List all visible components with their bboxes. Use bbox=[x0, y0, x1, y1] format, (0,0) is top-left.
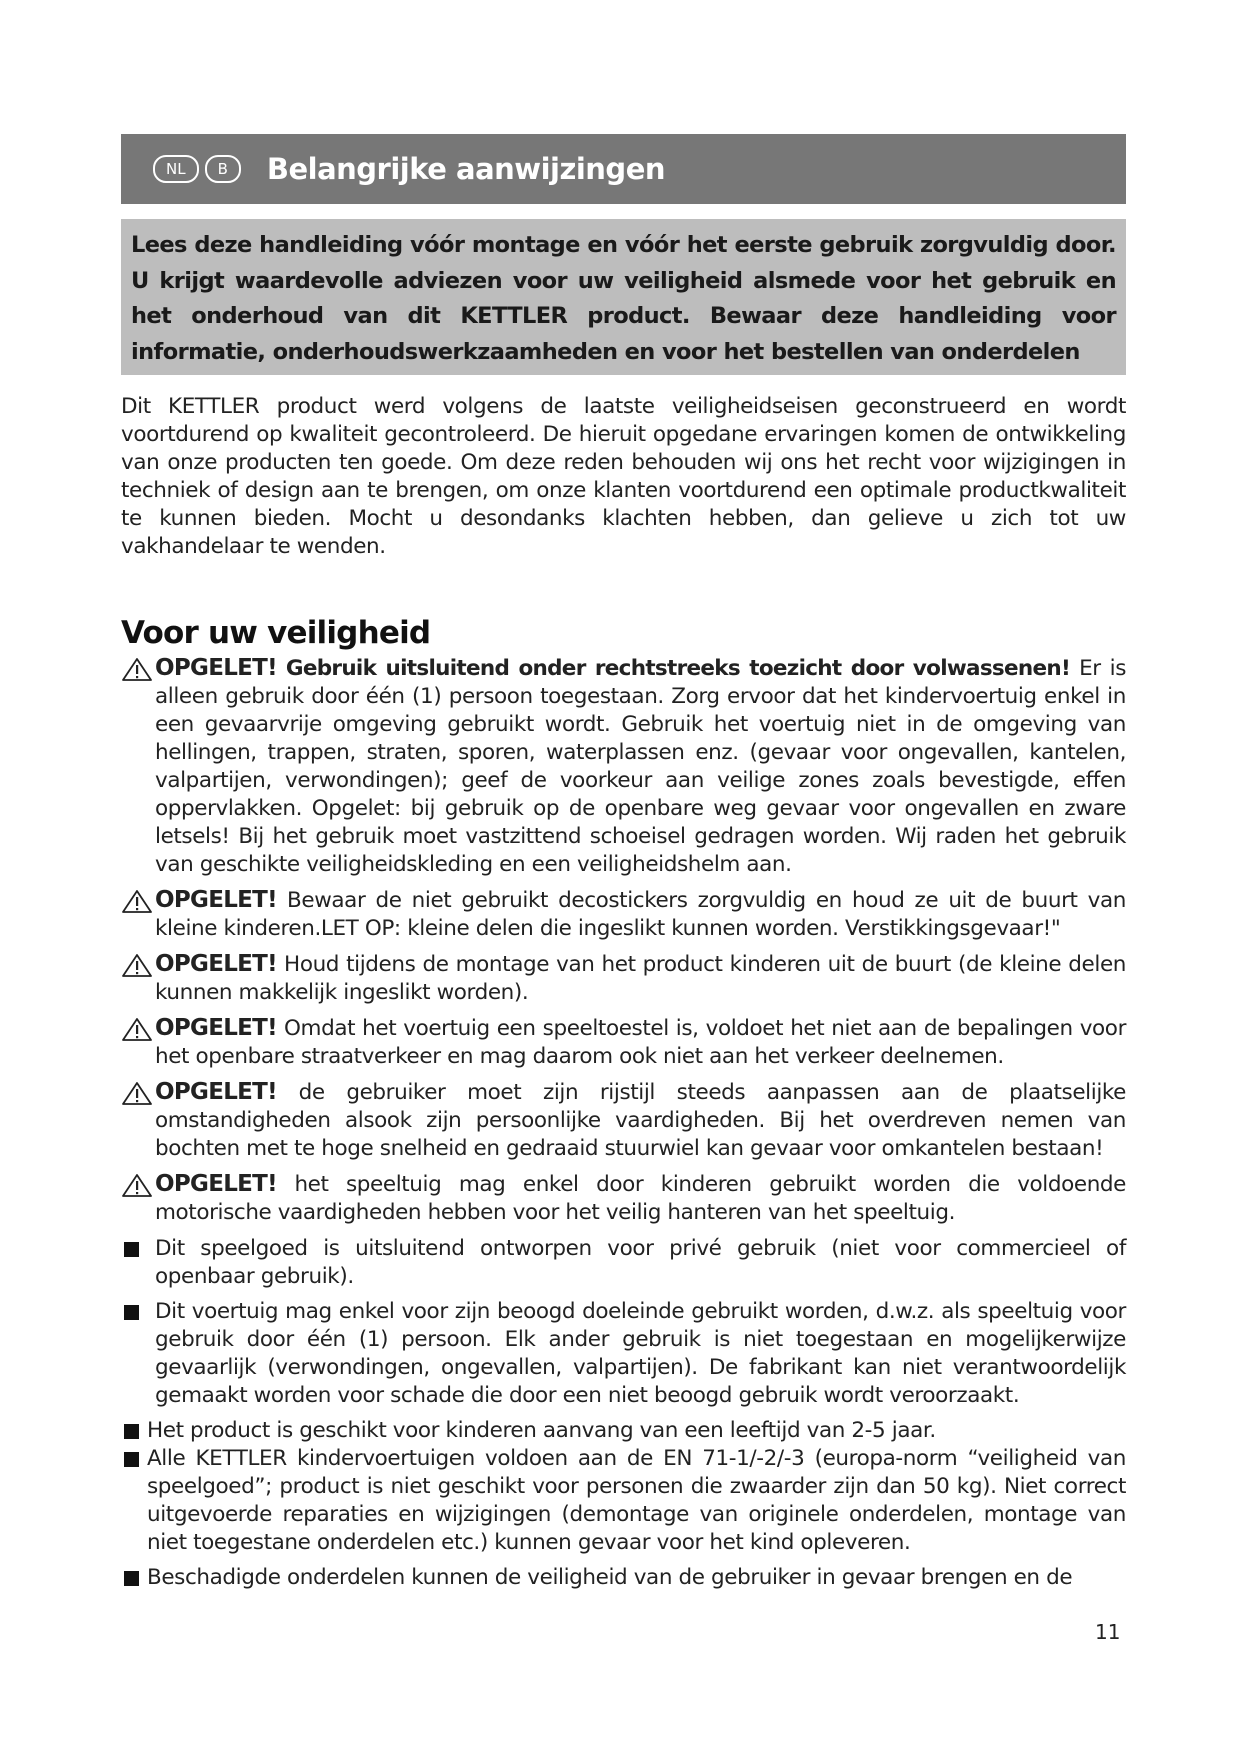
warning-label: OPGELET! bbox=[155, 887, 277, 913]
warning-triangle-icon bbox=[121, 1173, 153, 1198]
page-number: 11 bbox=[1095, 1620, 1121, 1644]
warning-text: Houd tijdens de montage van het product kinderen uit de buurt (de kleine delen kunnen makkelijk ingeslikt worden). bbox=[155, 952, 1126, 1005]
warning-label: OPGELET! bbox=[155, 951, 277, 977]
header-bar bbox=[121, 134, 1126, 204]
square-bullet-icon bbox=[124, 1242, 139, 1257]
bullet-item bbox=[121, 1417, 1126, 1445]
warning-triangle-icon bbox=[121, 1017, 153, 1042]
warning-label: OPGELET! bbox=[155, 1079, 277, 1105]
body-paragraph: Dit KETTLER product werd volgens de laatste veiligheidseisen geconstrueerd en wordt voortdurend op kwaliteit gecontroleerd. De hieruit opgedane ervaringen komen de ontwikkeling van onze producten ten goede. Om deze reden behouden wij ons het recht voor wijzigingen in techniek of design aan te brengen, om onze klanten voortdurend een optimale productkwaliteit te kunnen bieden. Mocht u desondanks klachten hebben, dan gelieve u zich tot uw vakhandelaar te wenden. bbox=[121, 394, 1126, 559]
warning-triangle-icon bbox=[121, 657, 153, 682]
square-bullet-icon bbox=[124, 1305, 139, 1320]
square-bullet-icon bbox=[124, 1452, 139, 1467]
bullet-item bbox=[121, 1564, 1126, 1592]
page-title: Belangrijke aanwijzingen bbox=[266, 152, 666, 186]
warning-label: OPGELET! bbox=[155, 1015, 277, 1041]
warning-triangle-icon bbox=[121, 953, 153, 978]
warning-item bbox=[121, 1014, 1126, 1071]
intro-box bbox=[121, 219, 1126, 375]
warning-item bbox=[121, 1170, 1126, 1227]
warning-text: Bewaar de niet gebruikt decostickers zorgvuldig en houd ze uit de buurt van kleine kinderen.LET OP: kleine delen die ingeslikt kunnen worden. Verstikkingsgevaar!" bbox=[155, 888, 1126, 941]
warning-item bbox=[121, 886, 1126, 943]
warning-lead: Gebruik uitsluitend onder rechtstreeks toezicht door volwassenen! bbox=[285, 656, 1071, 681]
warning-text: Er is alleen gebruik door één (1) persoon toegestaan. Zorg ervoor dat het kindervoertuig enkel in een gevaarvrije omgeving gebruikt wordt. Gebruik het voertuig niet in de omgeving van hellingen, trappen, straten, sporen, waterplassen enz. (gevaar voor ongevallen, kantelen, valpartijen, verwondingen); geef de voorkeur aan veilige zones zoals bevestigde, effen oppervlakken. Opgelet: bij gebruik op de openbare weg gevaar voor ongevallen en zware letsels! Bij het gebruik moet vastzittend schoeisel gedragen worden. Wij raden het gebruik van geschikte veiligheidskleding en een veiligheidshelm aan. bbox=[155, 656, 1127, 877]
safety-list bbox=[121, 654, 1126, 1592]
section-heading-safety: Voor uw veiligheid bbox=[121, 615, 431, 651]
warning-label: OPGELET! bbox=[155, 1171, 277, 1197]
intro-text: Lees deze handleiding vóór montage en vóór het eerste gebruik zorgvuldig door. U krijgt waardevolle adviezen voor uw veiligheid alsmede voor het gebruik en het onderhoud van dit KETTLER product. Bewaar deze handleiding voor informatie, onderhoudswerkzaamheden en voor het bestellen van onderdelen bbox=[131, 232, 1116, 365]
warning-item bbox=[121, 950, 1126, 1007]
bullet-text: Dit voertuig mag enkel voor zijn beoogd doeleinde gebruikt worden, d.w.z. als speeltuig voor gebruik door één (1) persoon. Elk ander gebruik is niet toegestaan en mogelijkerwijze gevaarlijk (verwondingen, ongevallen, valpartijen). De fabrikant kan niet verantwoordelijk gemaakt worden voor schade die door een niet beoogd gebruik wordt veroorzaakt. bbox=[155, 1299, 1126, 1408]
bullet-text: Beschadigde onderdelen kunnen de veiligheid van de gebruiker in gevaar brengen en de bbox=[147, 1565, 1073, 1590]
warning-triangle-icon bbox=[121, 889, 153, 914]
warning-triangle-icon bbox=[121, 1081, 153, 1106]
bullet-item bbox=[121, 1445, 1126, 1557]
bullet-text: Alle KETTLER kindervoertuigen voldoen aan de EN 71-1/-2/-3 (europa-norm “veiligheid van speelgoed”; product is niet geschikt voor personen die zwaarder zijn dan 50 kg). Niet correct uitgevoerde reparaties en wijzigingen (demontage van originele onderdelen, montage van niet toegestane onderdelen etc.) kunnen gevaar voor het kind opleveren. bbox=[147, 1446, 1126, 1555]
warning-text: Omdat het voertuig een speeltoestel is, voldoet het niet aan de bepalingen voor het openbare straatverkeer en mag daarom ook niet aan het verkeer deelnemen. bbox=[155, 1016, 1127, 1069]
language-badges bbox=[153, 155, 247, 183]
bullet-text: Het product is geschikt voor kinderen aanvang van een leeftijd van 2-5 jaar. bbox=[147, 1418, 936, 1443]
warning-item bbox=[121, 1078, 1126, 1163]
bullet-item bbox=[121, 1235, 1126, 1291]
language-badge-b: B bbox=[205, 155, 241, 183]
warning-label: OPGELET! bbox=[155, 655, 277, 681]
bullet-item bbox=[121, 1298, 1126, 1410]
warning-text: het speeltuig mag enkel door kinderen gebruikt worden die voldoende motorische vaardigheden hebben voor het veilig hanteren van het speeltuig. bbox=[155, 1172, 1126, 1225]
square-bullet-icon bbox=[124, 1424, 139, 1439]
warning-item bbox=[121, 654, 1126, 879]
warning-text: de gebruiker moet zijn rijstijl steeds aanpassen aan de plaatselijke omstandigheden alsook zijn persoonlijke vaardigheden. Bij het overdreven nemen van bochten met te hoge snelheid en gedraaid stuurwiel kan gevaar voor omkantelen bestaan! bbox=[155, 1080, 1127, 1161]
square-bullet-icon bbox=[124, 1571, 139, 1586]
bullet-text: Dit speelgoed is uitsluitend ontworpen voor privé gebruik (niet voor commercieel of openbaar gebruik). bbox=[155, 1236, 1126, 1289]
language-badge-nl: NL bbox=[153, 155, 199, 183]
